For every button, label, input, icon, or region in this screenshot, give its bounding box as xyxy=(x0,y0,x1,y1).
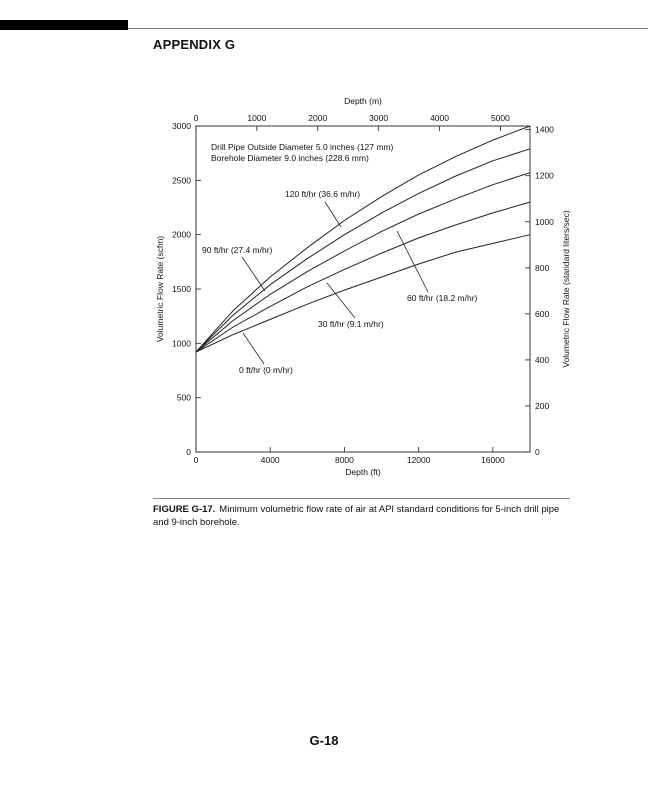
series-label: 30 ft/hr (9.1 m/hr) xyxy=(318,319,384,329)
y-right-tick-label: 800 xyxy=(535,262,550,273)
x-tick-label: 12000 xyxy=(406,455,431,465)
x-top-tick-label: 4000 xyxy=(430,113,449,123)
chart-note: Borehole Diameter 9.0 inches (228.6 mm) xyxy=(211,153,369,163)
y-tick-label: 3000 xyxy=(172,121,191,131)
y-tick-label: 2500 xyxy=(172,175,191,186)
page-number: G-18 xyxy=(309,733,339,748)
y-right-tick-label: 600 xyxy=(535,308,550,319)
y-tick-label: 500 xyxy=(176,392,191,403)
appendix-heading: APPENDIX G xyxy=(153,37,236,52)
y-axis-title: Volumetric Flow Rate (scfm) xyxy=(155,235,165,343)
y-right-tick-label: 1000 xyxy=(535,216,554,227)
y-tick-label: 1000 xyxy=(172,338,191,349)
figure-label: FIGURE G-17. xyxy=(153,504,216,515)
x-axis-title: Depth (ft) xyxy=(345,467,381,477)
series-leader-line xyxy=(243,333,264,364)
chart-labels xyxy=(155,96,571,477)
x-top-tick-label: 3000 xyxy=(369,113,389,123)
y-right-tick-label: 1400 xyxy=(535,124,554,135)
x-top-tick-label: 0 xyxy=(193,113,199,123)
series-label: 120 ft/hr (36.6 m/hr) xyxy=(285,189,361,199)
series-label: 60 ft/hr (18.2 m/hr) xyxy=(407,293,478,303)
y-tick-label: 2000 xyxy=(172,229,191,240)
plot-frame xyxy=(196,126,530,452)
x-tick-label: 0 xyxy=(193,455,199,465)
y-right-tick-label: 1200 xyxy=(535,170,554,181)
chart-ticks xyxy=(172,113,554,465)
y-right-tick-label: 400 xyxy=(535,354,550,365)
x-tick-label: 16000 xyxy=(481,455,505,465)
series-label: 0 ft/hr (0 m/hr) xyxy=(239,365,293,375)
x-top-tick-label: 2000 xyxy=(308,113,328,123)
chart-axes xyxy=(196,126,530,452)
series-leader-line xyxy=(325,202,341,227)
figure-caption-text: Minimum volumetric flow rate of air at API standard conditions for 5-inch drill pipe and 9-inch borehole. xyxy=(153,504,560,528)
y-tick-label: 0 xyxy=(186,447,191,457)
chart-note: Drill Pipe Outside Diameter 5.0 inches (127 mm) xyxy=(211,142,394,152)
series-label: 90 ft/hr (27.4 m/hr) xyxy=(202,245,273,255)
y-tick-label: 1500 xyxy=(172,284,191,294)
y-right-axis-title: Volumetric Flow Rate (standard liters/sec) xyxy=(561,210,571,368)
x-top-tick-label: 1000 xyxy=(247,113,267,123)
caption-rule xyxy=(153,498,570,499)
x-top-tick-label: 5000 xyxy=(490,113,510,123)
x-top-axis-title: Depth (m) xyxy=(344,96,382,106)
y-right-tick-label: 0 xyxy=(535,447,540,457)
series-leader-line xyxy=(242,257,265,291)
y-right-tick-label: 200 xyxy=(535,400,550,411)
figure-caption xyxy=(153,503,570,529)
x-tick-label: 4000 xyxy=(260,455,280,465)
x-tick-label: 8000 xyxy=(334,455,354,465)
